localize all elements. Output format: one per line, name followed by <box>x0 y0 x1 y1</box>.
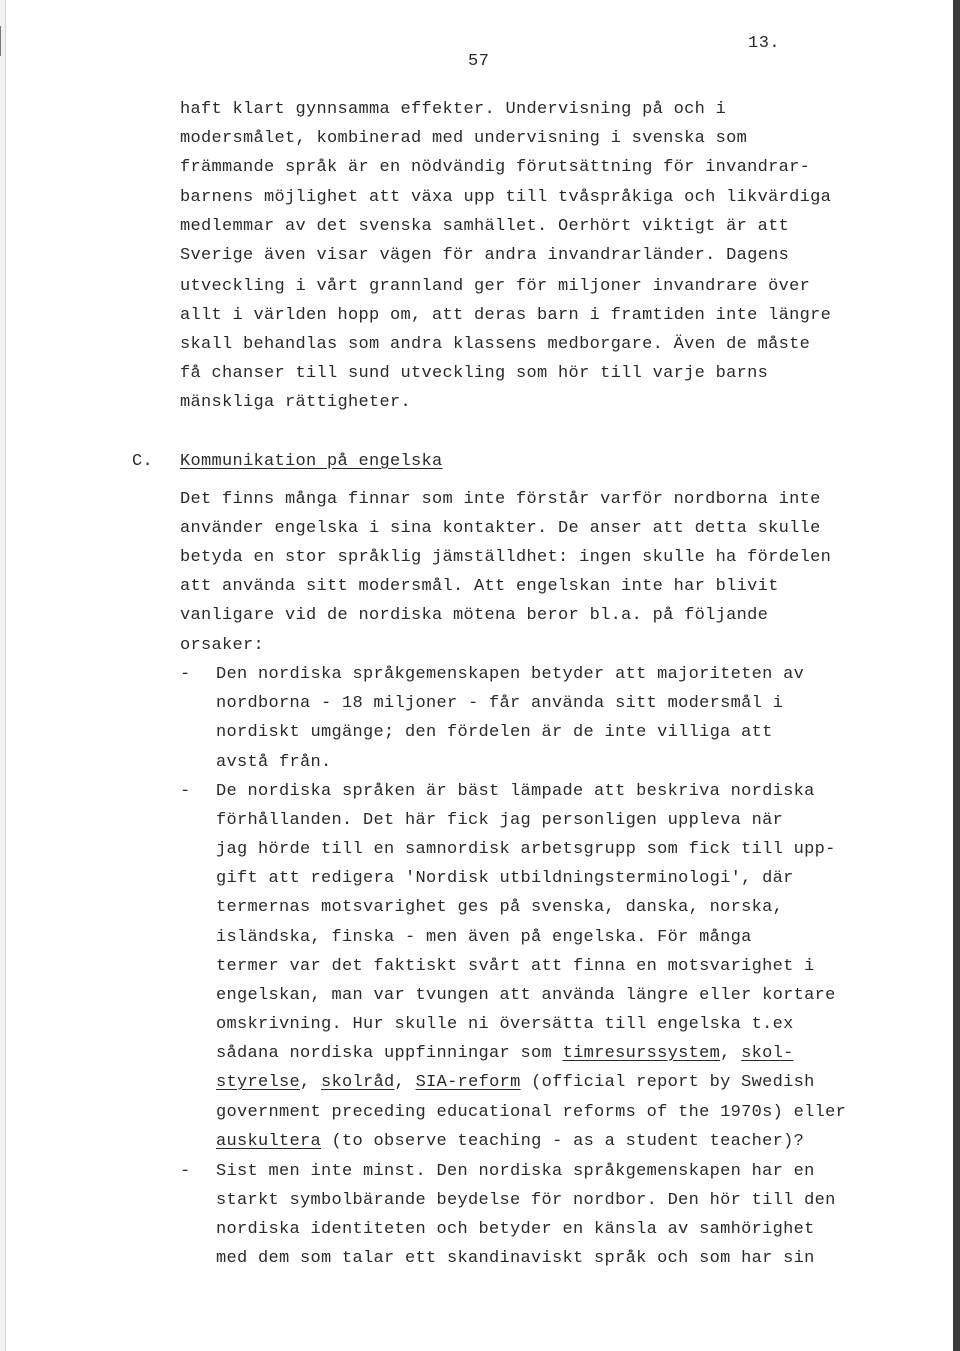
section-heading: Kommunikation på engelska <box>180 452 443 471</box>
text-line: termernas motsvarighet ges på svenska, danska, norska, <box>216 898 784 917</box>
section-marker: C. <box>132 452 154 471</box>
text-line <box>216 1044 794 1064</box>
text-line: allt i världen hopp om, att deras barn i framtiden inte längre <box>180 306 832 325</box>
text-line: modersmålet, kombinerad med undervisning i svenska som <box>180 129 748 148</box>
scan-right-edge <box>953 0 960 1351</box>
top-right-number: 13. <box>748 34 781 53</box>
scan-left-mark <box>0 26 11 56</box>
text-line: haft klart gynnsamma effekter. Undervisning på och i <box>180 100 727 119</box>
text-line: utveckling i vårt grannland ger för miljoner invandrare över <box>180 277 811 296</box>
text-line: Det finns många finnar som inte förstår varför nordborna inte <box>180 490 821 509</box>
text-line: isländska, finska - men även på engelska. För många <box>216 928 752 947</box>
text-segment: sådana nordiska uppfinningar som <box>216 1044 563 1063</box>
underlined-term: SIA-reform <box>415 1073 521 1092</box>
page-number: 57 <box>468 52 490 71</box>
text-line: medlemmar av det svenska samhället. Oerhört viktigt är att <box>180 217 790 236</box>
bullet-dash: - <box>180 1162 191 1181</box>
underlined-term: auskultera <box>216 1132 322 1151</box>
text-line: jag hörde till en samnordisk arbetsgrupp som fick till upp- <box>216 840 836 859</box>
text-line: government preceding educational reforms of the 1970s) eller <box>216 1103 847 1122</box>
text-line: engelskan, man var tvungen att använda längre eller kortare <box>216 986 836 1005</box>
text-line: omskrivning. Hur skulle ni översätta till engelska t.ex <box>216 1015 794 1034</box>
text-line: orsaker: <box>180 636 265 655</box>
text-segment: , <box>720 1044 742 1063</box>
text-line: vanligare vid de nordiska mötena beror bl.a. på följande <box>180 606 769 625</box>
text-line: skall behandlas som andra klassens medborgare. Även de måste <box>180 335 811 354</box>
text-line: avstå från. <box>216 753 332 772</box>
text-line <box>216 1073 815 1093</box>
text-line: gift att redigera 'Nordisk utbildningsterminologi', där <box>216 869 794 888</box>
text-line: nordborna - 18 miljoner - får använda sitt modersmål i <box>216 694 784 713</box>
text-line <box>216 1132 804 1152</box>
text-line: barnens möjlighet att växa upp till tvåspråkiga och likvärdiga <box>180 188 832 207</box>
text-line: Den nordiska språkgemenskapen betyder att majoriteten av <box>216 665 805 684</box>
text-segment: (official report by Swedish <box>520 1073 815 1092</box>
text-segment: , <box>300 1073 322 1092</box>
text-line: Sverige även visar vägen för andra invandrarländer. Dagens <box>180 246 790 265</box>
scan-left-edge <box>0 0 6 1351</box>
text-line: använder engelska i sina kontakter. De anser att detta skulle <box>180 519 821 538</box>
underlined-term: skol- <box>741 1044 794 1063</box>
text-line: med dem som talar ett skandinaviskt språk och som har sin <box>216 1249 815 1268</box>
text-line: främmande språk är en nödvändig förutsättning för invandrar- <box>180 158 811 177</box>
text-line: termer var det faktiskt svårt att finna en motsvarighet i <box>216 957 815 976</box>
text-line: De nordiska språken är bäst lämpade att beskriva nordiska <box>216 782 815 801</box>
bullet-dash: - <box>180 665 191 684</box>
text-line: förhållanden. Det här fick jag personligen uppleva när <box>216 811 784 830</box>
text-line: mänskliga rättigheter. <box>180 393 412 412</box>
text-line: att använda sitt modersmål. Att engelskan inte har blivit <box>180 577 779 596</box>
text-line: nordiskt umgänge; den fördelen är de inte villiga att <box>216 723 773 742</box>
text-line: starkt symbolbärande beydelse för nordbor. Den hör till den <box>216 1191 836 1210</box>
text-line: få chanser till sund utveckling som hör till varje barns <box>180 364 769 383</box>
text-line: nordiska identiteten och betyder en känsla av samhörighet <box>216 1220 815 1239</box>
text-segment: , <box>394 1073 416 1092</box>
underlined-term: styrelse <box>216 1073 301 1092</box>
underlined-term: skolråd <box>321 1073 395 1092</box>
bullet-dash: - <box>180 782 191 801</box>
text-line: betyda en stor språklig jämställdhet: ingen skulle ha fördelen <box>180 548 832 567</box>
text-segment: (to observe teaching - as a student teacher)? <box>321 1132 805 1151</box>
underlined-term: timresurssystem <box>562 1044 721 1063</box>
text-line: Sist men inte minst. Den nordiska språkgemenskapen har en <box>216 1162 815 1181</box>
